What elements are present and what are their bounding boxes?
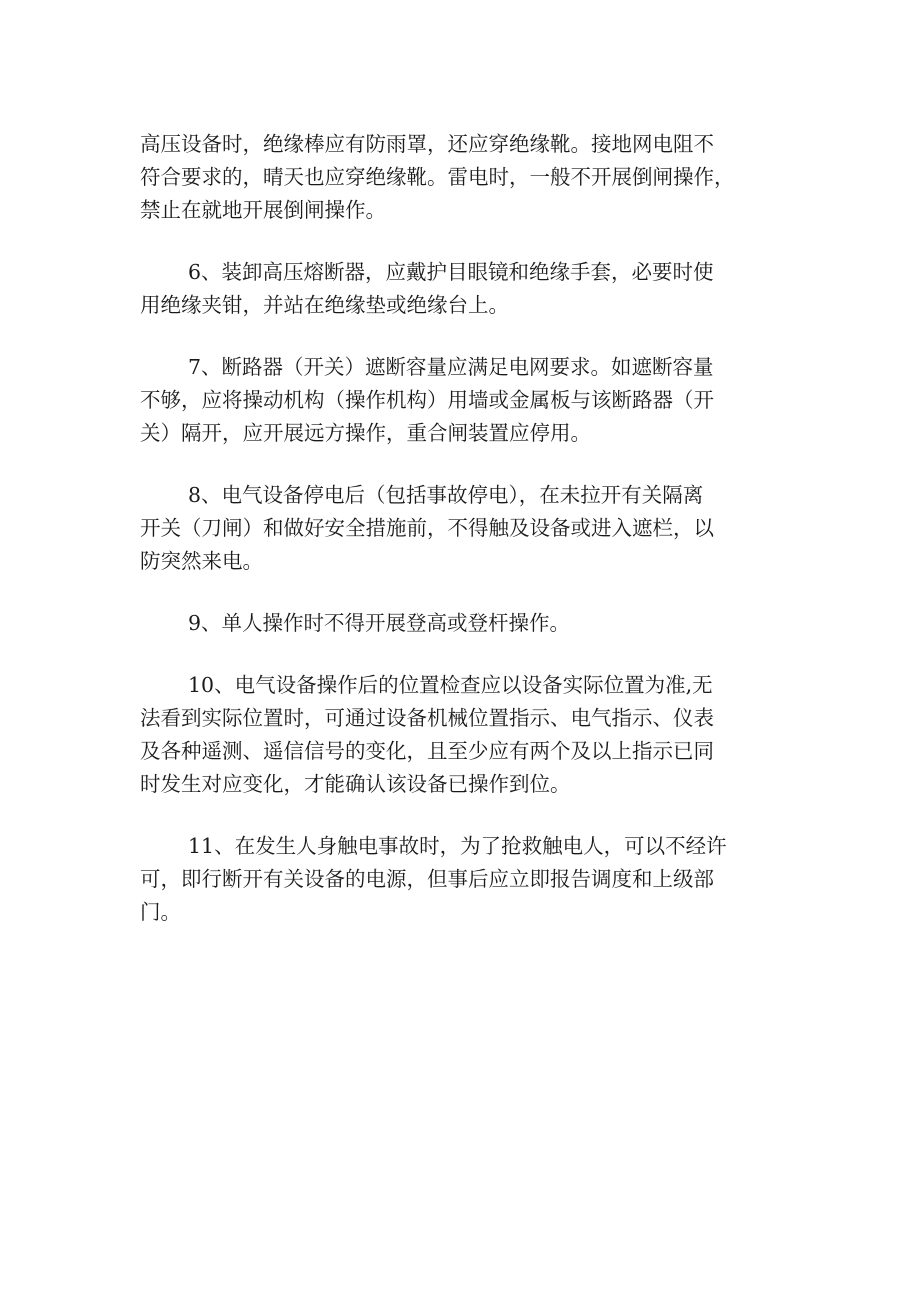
paragraph-line: 6、装卸高压熔断器，应戴护目眼镜和绝缘手套，必要时使: [188, 260, 714, 284]
paragraph-item-9: [140, 607, 800, 640]
paragraph-line: 开关（刀闸）和做好安全措施前，不得触及设备或进入遮栏，以: [140, 516, 714, 540]
paragraph-line: 时发生对应变化，才能确认该设备已操作到位。: [140, 772, 571, 796]
paragraph-line: 10、电气设备操作后的位置检查应以设备实际位置为准,无: [188, 673, 713, 697]
paragraph-continued: [140, 128, 800, 227]
paragraph-line: 可，即行断开有关设备的电源，但事后应立即报告调度和上级部: [140, 867, 714, 891]
paragraph-item-6: [140, 256, 800, 322]
paragraph-line: 禁止在就地开展倒闸操作。: [140, 198, 386, 222]
paragraph-line: 关）隔开，应开展远方操作，重合闸装置应停用。: [140, 421, 591, 445]
paragraph-line: 门。: [140, 900, 181, 924]
paragraph-line: 8、电气设备停电后（包括事故停电），在未拉开有关隔离: [188, 483, 704, 507]
document-body: [140, 128, 800, 929]
paragraph-item-8: [140, 479, 800, 578]
paragraph-line: 符合要求的，晴天也应穿绝缘靴。雷电时，一般不开展倒闸操作，: [140, 165, 735, 189]
paragraph-item-7: [140, 351, 800, 450]
paragraph-line: 防突然来电。: [140, 549, 263, 573]
paragraph-line: 及各种遥测、遥信信号的变化，且至少应有两个及以上指示已同: [140, 739, 714, 763]
paragraph-line: 用绝缘夹钳，并站在绝缘垫或绝缘台上。: [140, 293, 509, 317]
paragraph-line: 不够，应将操动机构（操作机构）用墙或金属板与该断路器（开: [140, 388, 714, 412]
paragraph-line: 11、在发生人身触电事故时，为了抢救触电人，可以不经许: [188, 834, 727, 858]
paragraph-line: 高压设备时，绝缘棒应有防雨罩，还应穿绝缘靴。接地网电阻不: [140, 132, 714, 156]
paragraph-line: 7、断路器（开关）遮断容量应满足电网要求。如遮断容量: [188, 355, 714, 379]
paragraph-line: 9、单人操作时不得开展登高或登杆操作。: [188, 611, 571, 635]
paragraph-line: 法看到实际位置时，可通过设备机械位置指示、电气指示、仪表: [140, 706, 714, 730]
paragraph-item-11: [140, 830, 800, 929]
paragraph-item-10: [140, 669, 800, 801]
